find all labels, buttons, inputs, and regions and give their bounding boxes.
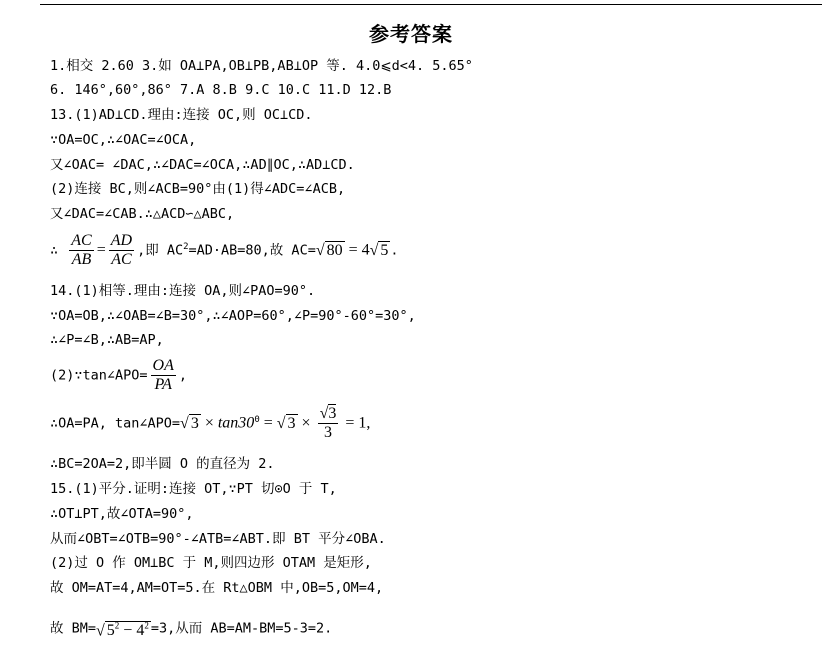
equals-sign: = [96, 241, 106, 259]
times-sign: × [200, 414, 218, 432]
answer-line-1: 1.相交 2.60 3.如 OA⊥PA,OB⊥PB,AB⊥OP 等. 4.0⩽d<4. 5.65° [50, 58, 473, 74]
answer-line-20 [50, 617, 332, 640]
answer-line-4: ∵OA=OC,∴∠OAC=∠OCA, [50, 132, 197, 148]
answer-line-8 [50, 232, 399, 269]
fraction-denominator: AB [71, 251, 92, 268]
answer-line-12 [50, 357, 187, 394]
fraction-numerator: √3 [319, 405, 337, 422]
answer-line-18: (2)过 O 作 OM⊥BC 于 M,则四边形 OTAM 是矩形, [50, 555, 372, 571]
fraction-ad-ac [109, 232, 134, 269]
page-title: 参考答案 [369, 22, 453, 46]
fraction-denominator: PA [154, 376, 172, 393]
answer-line-11: ∴∠P=∠B,∴AB=AP, [50, 332, 164, 348]
answer-line-6: (2)连接 BC,则∠ACB=90°由(1)得∠ADC=∠ACB, [50, 181, 346, 197]
answer-line-19: 故 OM=AT=4,AM=OT=5.在 Rt△OBM 中,OB=5,OM=4, [50, 580, 384, 596]
equals-one: = 1, [341, 414, 371, 432]
answer-line-10: ∵OA=OB,∴∠OAB=∠B=30°,∴∠AOP=60°,∠P=90°-60°=30°, [50, 308, 416, 324]
superscript: 0 [254, 415, 260, 425]
fraction-numerator: AD [110, 232, 133, 249]
text-segment: ,即 AC [137, 242, 184, 259]
answer-line-3: 13.(1)AD⊥CD.理由:连接 OC,则 OC⊥CD. [50, 107, 313, 123]
answer-line-2: 6. 146°,60°,86° 7.A 8.B 9.C 10.C 11.D 12.B [50, 82, 392, 98]
text-segment: =AD·AB=80,故 AC= [188, 242, 316, 259]
fraction-oa-pa [151, 357, 176, 394]
times-sign: × [297, 414, 315, 432]
fraction-root3-over-3 [318, 405, 339, 442]
answer-line-16: ∴OT⊥PT,故∠OTA=90°, [50, 506, 194, 522]
answer-line-15: 15.(1)平分.证明:连接 OT,∵PT 切⊙O 于 T, [50, 481, 337, 497]
comma: , [178, 367, 188, 384]
answer-line-5: 又∠OAC= ∠DAC,∴∠DAC=∠OCA,∴AD∥OC,∴AD⊥CD. [50, 157, 355, 173]
superscript: 2 [183, 242, 189, 252]
top-rule [40, 4, 822, 5]
tan-30: tan30 [217, 414, 255, 432]
fraction-numerator: OA [152, 357, 174, 374]
fraction-denominator: AC [111, 251, 132, 268]
square-root-3: √ 3 [276, 414, 296, 432]
fraction-ac-ab [69, 232, 93, 269]
square-root-3: √ 3 [180, 414, 199, 432]
answer-line-14: ∴BC=2OA=2,即半圆 O 的直径为 2. [50, 456, 275, 472]
fraction-numerator: AC [71, 232, 92, 249]
fraction-denominator: 3 [323, 424, 332, 441]
answer-line-9: 14.(1)相等.理由:连接 OA,则∠PAO=90°. [50, 283, 316, 299]
square-root-80: √ 80 [315, 241, 343, 259]
equals-four: = 4 [344, 241, 370, 259]
square-root-5: √ 5 [369, 241, 389, 259]
therefore-symbol: ∴ [50, 242, 59, 259]
text-segment: (2)∵tan∠APO= [50, 367, 148, 384]
answer-line-17: 从而∠OBT=∠OTB=90°-∠ATB=∠ABT.即 BT 平分∠OBA. [50, 531, 386, 547]
text-segment: ∴OA=PA, tan∠APO= [50, 415, 181, 432]
equals-sign: = [259, 414, 277, 432]
text-segment: 故 BM= [50, 620, 97, 637]
answer-line-7: 又∠DAC=∠CAB.∴△ACD∽△ABC, [50, 206, 235, 222]
answer-line-13 [50, 405, 370, 442]
text-segment: =3,从而 AB=AM-BM=5-3=2. [150, 620, 333, 637]
square-root-expression: √ $5^2 - 4^2$ [96, 621, 149, 640]
period: . [390, 242, 399, 259]
